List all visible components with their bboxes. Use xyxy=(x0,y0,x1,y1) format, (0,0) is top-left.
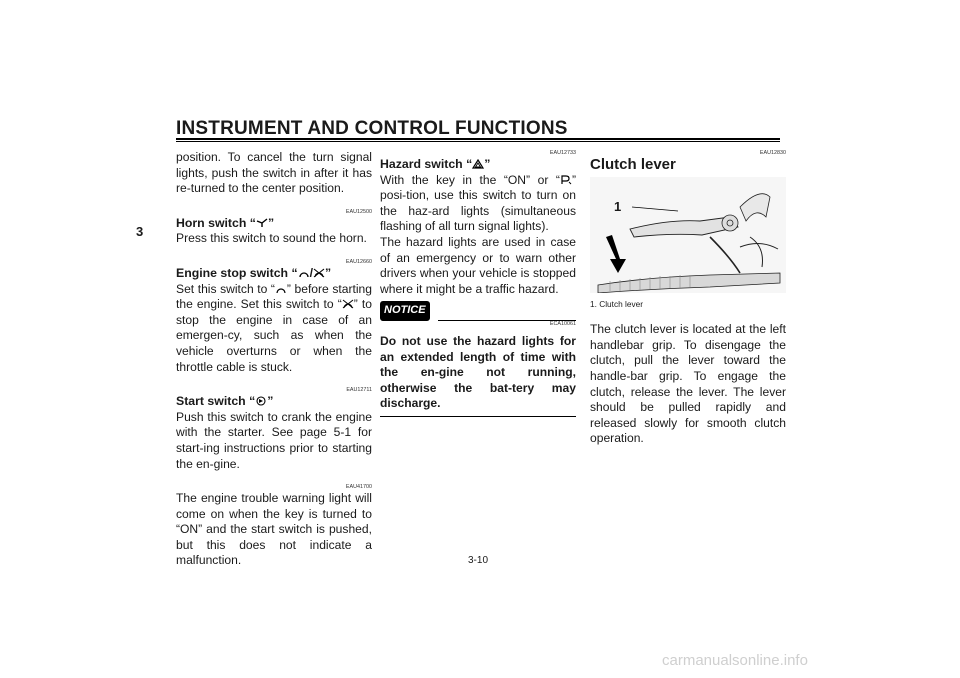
figure-caption: 1. Clutch lever xyxy=(590,298,644,309)
hazard-icon xyxy=(472,159,484,169)
column-1 xyxy=(176,150,372,569)
clutch-heading: Clutch lever xyxy=(590,156,676,173)
engine-run-icon xyxy=(298,268,310,278)
stop-code: EAU12660 xyxy=(345,258,372,265)
column-2 xyxy=(380,150,576,417)
clutch-lever-figure xyxy=(590,177,786,293)
notice-code: ECA10061 xyxy=(549,320,576,327)
warn-code: EAU41700 xyxy=(345,484,372,491)
clutch-lever-illustration xyxy=(590,177,786,293)
page-header-title: INSTRUMENT AND CONTROL FUNCTIONS xyxy=(176,118,568,139)
start-text: Push this switch to crank the engine with the starter. See page 5-1 for start-ing instructions prior to starting the en-gine. xyxy=(176,409,372,471)
warn-text: The engine trouble warning light will come on when the key is turned to “ON” and the start switch is pushed, but this does not indicate a malfunction. xyxy=(176,491,372,568)
parking-icon xyxy=(560,175,572,185)
engine-stop-icon xyxy=(313,268,325,278)
notice-label: NOTICE xyxy=(380,301,430,321)
hazard-code: EAU12733 xyxy=(549,150,576,156)
notice-text: Do not use the hazard lights for an extended length of time with the en-gine not running, otherwise the bat-tery may discharge. xyxy=(380,333,576,411)
start-heading: Start switch “ ” xyxy=(176,394,274,409)
page-number: 3-10 xyxy=(468,555,489,566)
starter-icon xyxy=(255,396,267,406)
horn-heading: Horn switch “ ” xyxy=(176,215,275,230)
clutch-text: The clutch lever is located at the left handlebar grip. To disengage the clutch, pull the lever toward the handle-bar grip. To engage the clutch, release the lever. The lever should be pulled rapidly and released slowly for smooth clutch operation. xyxy=(590,322,786,446)
notice-end-rule xyxy=(380,416,576,417)
horn-icon xyxy=(256,218,268,228)
stop-heading: Engine stop switch “ / ” xyxy=(176,265,332,280)
horn-code: EAU12500 xyxy=(345,208,372,215)
column-3 xyxy=(590,150,786,447)
engine-run-icon-inline xyxy=(275,284,287,294)
hazard-heading: Hazard switch “ ” xyxy=(380,157,491,171)
hazard-text-2: The hazard lights are used in case of an emergency or to warn other drivers when your vehicle is stopped where it might be a traffic hazard. xyxy=(380,234,576,296)
watermark: carmanualsonline.info xyxy=(662,652,808,669)
figure-callout: 1 xyxy=(614,198,622,214)
stop-text: Set this switch to “ ” before starting the engine. Set this switch to “ ” to stop the engine in case of an emergen-cy, such as when the vehicle overturns or when the throttle cable is stuck. xyxy=(176,281,372,374)
notice-banner xyxy=(380,301,576,321)
header-rule-thin xyxy=(176,141,780,142)
clutch-code: EAU12830 xyxy=(759,150,786,156)
horn-text: Press this switch to sound the horn. xyxy=(176,231,367,246)
engine-stop-icon-inline xyxy=(342,299,354,309)
header-rule xyxy=(176,138,780,140)
start-code: EAU12711 xyxy=(346,387,372,394)
hazard-text-1: With the key in the “ON” or “ ” posi-tion, use this switch to turn on the haz-ard lights (simultaneous flashing of all turn signal lights). xyxy=(380,172,576,234)
chapter-tab: 3 xyxy=(136,224,144,239)
intro-paragraph: position. To cancel the turn signal lights, push the switch in after it has re-turned to the center position. xyxy=(176,150,372,196)
